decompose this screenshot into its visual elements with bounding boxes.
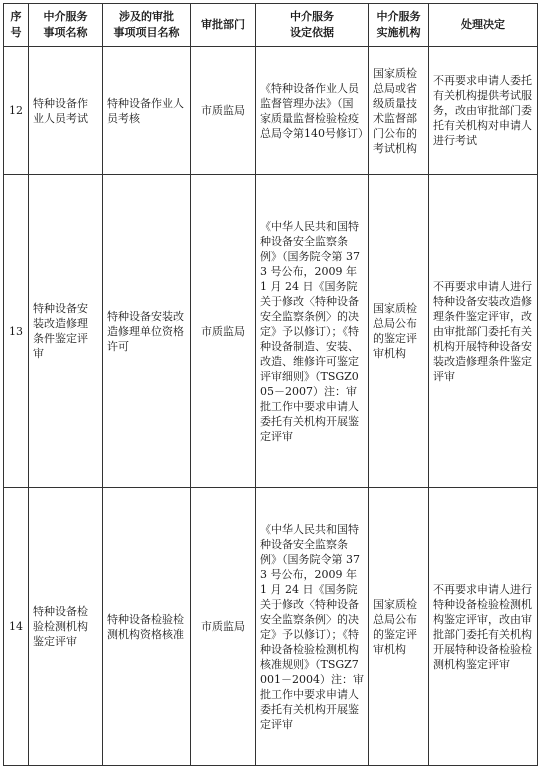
header-organization: 中介服务 实施机构	[369, 4, 429, 47]
table-row	[4, 47, 538, 175]
cell-organization: 国家质检总局公布的鉴定评审机构	[369, 175, 429, 488]
cell-decision: 不再要求申请人委托有关机构提供考试服务，改由审批部门委托有关机构对申请人进行考试	[429, 47, 538, 175]
cell-approval-item: 特种设备检验检测机构资格核准	[103, 488, 191, 766]
table-row	[4, 175, 538, 488]
cell-no: 12	[4, 47, 29, 175]
cell-no: 13	[4, 175, 29, 488]
header-basis: 中介服务 设定依据	[256, 4, 369, 47]
header-service-name: 中介服务 事项名称	[29, 4, 103, 47]
cell-no: 14	[4, 488, 29, 766]
cell-department: 市质监局	[191, 488, 256, 766]
cell-basis: 《特种设备作业人员监督管理办法》（国家质量监督检验检疫总局令第140号修订）	[256, 47, 369, 175]
services-table	[3, 3, 538, 766]
cell-approval-item: 特种设备安装改造修理单位资格许可	[103, 175, 191, 488]
header-department: 审批部门	[191, 4, 256, 47]
table-row	[4, 488, 538, 766]
header-decision: 处理决定	[429, 4, 538, 47]
cell-service-name: 特种设备检验检测机构鉴定评审	[29, 488, 103, 766]
cell-decision: 不再要求申请人进行特种设备检验检测机构鉴定评审，改由审批部门委托有关机构开展特种设备检验检测机构鉴定评审	[429, 488, 538, 766]
cell-decision: 不再要求申请人进行特种设备安装改造修理条件鉴定评审，改由审批部门委托有关机构开展特种设备安装改造修理条件鉴定评审	[429, 175, 538, 488]
cell-department: 市质监局	[191, 175, 256, 488]
header-row	[4, 4, 538, 47]
cell-basis: 《中华人民共和国特种设备安全监察条例》（国务院令第 373 号公布，2009 年 1 月 24 日《国务院关于修改〈特种设备安全监察条例〉的决定》予以修订）；《特种设备制造、安装、改造、维修许可鉴定评审细则》（TSGZ005－2007）注：审批工作中要求申请人委托有关机构开展鉴定评审	[256, 175, 369, 488]
header-no: 序号	[4, 4, 29, 47]
cell-approval-item: 特种设备作业人员考核	[103, 47, 191, 175]
cell-organization: 国家质检总局公布的鉴定评审机构	[369, 488, 429, 766]
cell-basis: 《中华人民共和国特种设备安全监察条例》（国务院令第 373 号公布，2009 年 1 月 24 日《国务院关于修改〈特种设备安全监察条例〉的决定》予以修订）；《特种设备检验检测机构核准规则》（TSGZ7001－2004）注：审批工作中要求申请人委托有关机构开展鉴定评审	[256, 488, 369, 766]
cell-service-name: 特种设备作业人员考试	[29, 47, 103, 175]
header-approval-item: 涉及的审批 事项项目名称	[103, 4, 191, 47]
cell-department: 市质监局	[191, 47, 256, 175]
cell-organization: 国家质检总局或省级质量技术监督部门公布的考试机构	[369, 47, 429, 175]
cell-service-name: 特种设备安装改造修理条件鉴定评审	[29, 175, 103, 488]
